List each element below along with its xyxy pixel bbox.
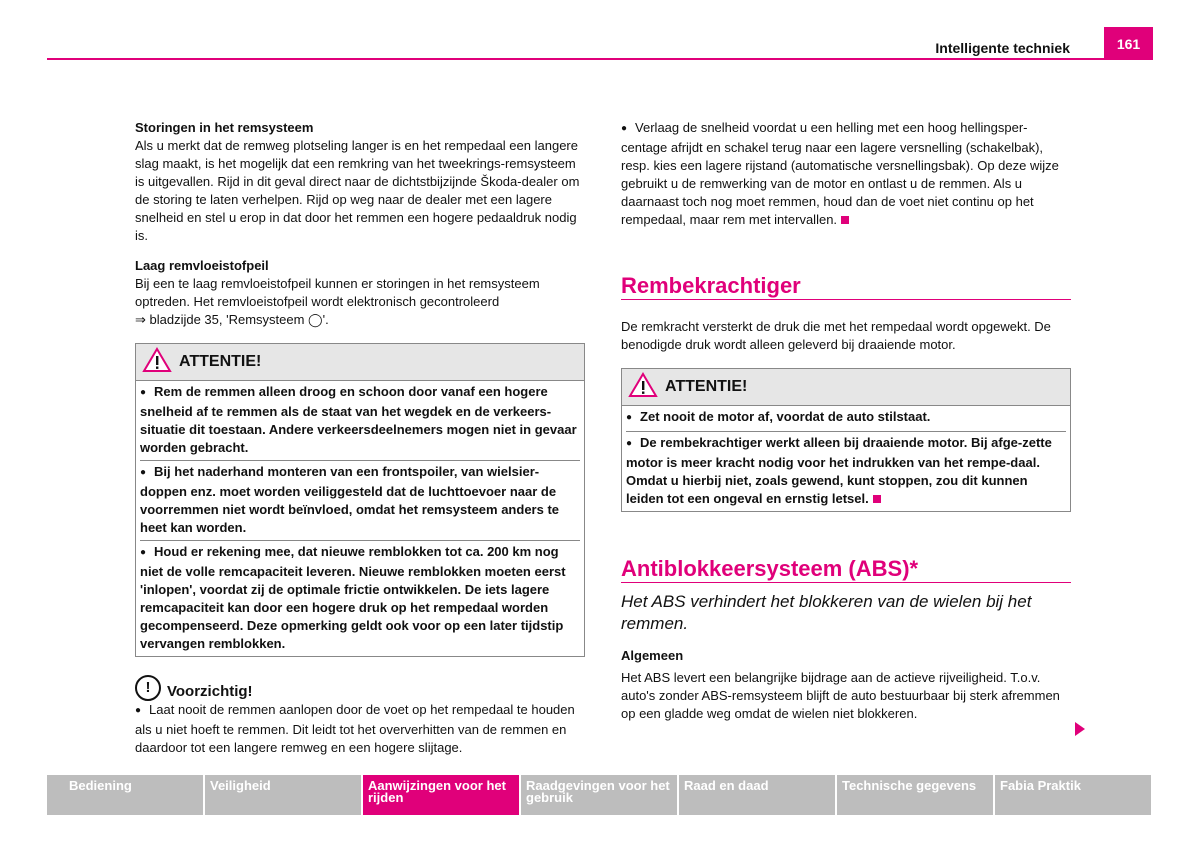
page-number: 161 <box>1104 27 1153 60</box>
end-of-section-mark <box>841 216 849 224</box>
algemeen-heading: Algemeen <box>621 648 684 663</box>
warning-item: ● Zet nooit de motor af, voordat de auto stilstaat. <box>626 406 1066 432</box>
tab-technische-gegevens[interactable]: Technische gegevens <box>837 775 993 815</box>
caution-header <box>135 675 585 701</box>
end-of-section-mark <box>873 495 881 503</box>
fluid-level-reference[interactable]: ⇒ bladzijde 35, 'Remsysteem ◯'. <box>135 312 329 327</box>
warning-triangle-icon <box>142 347 172 378</box>
warning-box-brakes <box>135 343 585 657</box>
exclamation-circle-icon: ! <box>135 675 161 701</box>
algemeen-text: Het ABS levert een belangrijke bijdrage aan de actieve rijveiligheid. T.o.v. auto's zonder ABS-remsysteem blijft de auto bestuurbaar bij sterk afremmen op een gladde weg omdat de wielen niet blokkeren. <box>621 670 1060 721</box>
tab-veiligheid[interactable]: Veiligheid <box>205 775 361 815</box>
descent-tip: ● Verlaag de snelheid voordat u een helling met een hoog hellingsper-centage afrijdt en schakel terug naar een lagere versnelling (schakelbak), resp. kies een lagere rijstand (automatische versnellingsbak). Op deze wijze gebruikt u de remwerking van de motor en ontlast u de remmen. Als u daarnaast toch nog moet remmen, houd dan de voet niet continu op het rempedaal, maar rem met intervallen. <box>621 119 1071 229</box>
warning-item: ● Houd er rekening mee, dat nieuwe remblokken tot ca. 200 km nog niet de volle remcapaciteit leveren. Nieuwe remblokken moeten eerst 'inlopen', voordat zij de optimale frictie ontwikkelen. De iets lagere remcapaciteit kan door een hogere druk op het rempedaal worden gecompenseerd. Deze opmerking geldt ook voor op een later tijdstip vervangen remblokken. <box>140 541 580 656</box>
warning-item: ● Bij het naderhand monteren van een frontspoiler, van wielsier-doppen enz. moet worden veiliggesteld dat de luchttoevoer naar de voorremmen niet wordt beïnvloed, omdat het remsysteem anders te heet kan worden. <box>140 461 580 541</box>
fluid-level-heading: Laag remvloeistofpeil <box>135 258 269 273</box>
warning-box-booster <box>621 368 1071 512</box>
caution-text: ● Laat nooit de remmen aanlopen door de voet op het rempedaal te houden als u niet hoeft te remmen. Dit leidt tot het oververhitten van de remmen en daardoor tot een langere remweg en een hogere slijtage. <box>135 701 585 757</box>
footer-nav <box>47 775 1153 815</box>
warning-header <box>136 344 584 381</box>
tab-aanwijzingen[interactable]: Aanwijzingen voor het rijden <box>363 775 519 815</box>
header-rule <box>47 58 1153 60</box>
warning-header <box>622 369 1070 406</box>
continue-arrow-icon[interactable] <box>1075 722 1085 736</box>
heading-rembekrachtiger: Rembekrachtiger <box>621 277 1071 300</box>
heading-abs: Antiblokkeersysteem (ABS)* <box>621 560 1071 583</box>
rembekrachtiger-text: De remkracht versterkt de druk die met het rempedaal wordt opgewekt. De benodigde druk wordt alleen geleverd bij draaiende motor. <box>621 319 1051 352</box>
warning-item: ● De rembekrachtiger werkt alleen bij draaiende motor. Bij afge-zette motor is meer kracht nodig voor het indrukken van het rempe-daal. Omdat u hierbij niet, zoals gewend, kunt stoppen, zou dit kunnen leiden tot een ongeval en ernstig letsel. <box>626 432 1066 511</box>
left-column <box>135 119 585 757</box>
tab-bediening[interactable]: Bediening <box>47 775 203 815</box>
warning-triangle-icon <box>628 372 658 403</box>
tab-fabia-praktik[interactable]: Fabia Praktik <box>995 775 1151 815</box>
fluid-level-text: Bij een te laag remvloeistofpeil kunnen er storingen in het remsysteem optreden. Het remvloeistofpeil wordt elektronisch gecontroleerd <box>135 276 540 309</box>
tab-raadgevingen[interactable]: Raadgevingen voor het gebruik <box>521 775 677 815</box>
header-section-title: Intelligente techniek <box>935 40 1070 56</box>
caution-label: Voorzichtig! <box>167 683 253 700</box>
warning-label: ATTENTIE! <box>665 378 748 395</box>
warning-item: ● Rem de remmen alleen droog en schoon door vanaf een hogere snelheid af te remmen als de staat van het wegdek en de verkeers-situatie dit toestaan. Andere verkeersdeelnemers mogen niet in gevaar worden gebracht. <box>140 381 580 461</box>
tab-raad-en-daad[interactable]: Raad en daad <box>679 775 835 815</box>
right-column <box>621 119 1071 723</box>
brake-faults-heading: Storingen in het remsysteem <box>135 120 314 135</box>
abs-lead: Het ABS verhindert het blokkeren van de wielen bij het remmen. <box>621 592 1032 633</box>
warning-label: ATTENTIE! <box>179 353 262 370</box>
brake-faults-text: Als u merkt dat de remweg plotseling langer is en het rempedaal een langere slag maakt, is het mogelijk dat een remkring van het tweekrings-remsysteem is uitgevallen. Rijd in dit geval direct naar de dichtstbijzijnde Škoda-dealer om de storing te laten verhelpen. Rijd op weg naar de dealer met een lagere snelheid en stel u erop in dat door het remmen een hogere pedaaldruk nodig is. <box>135 138 580 243</box>
